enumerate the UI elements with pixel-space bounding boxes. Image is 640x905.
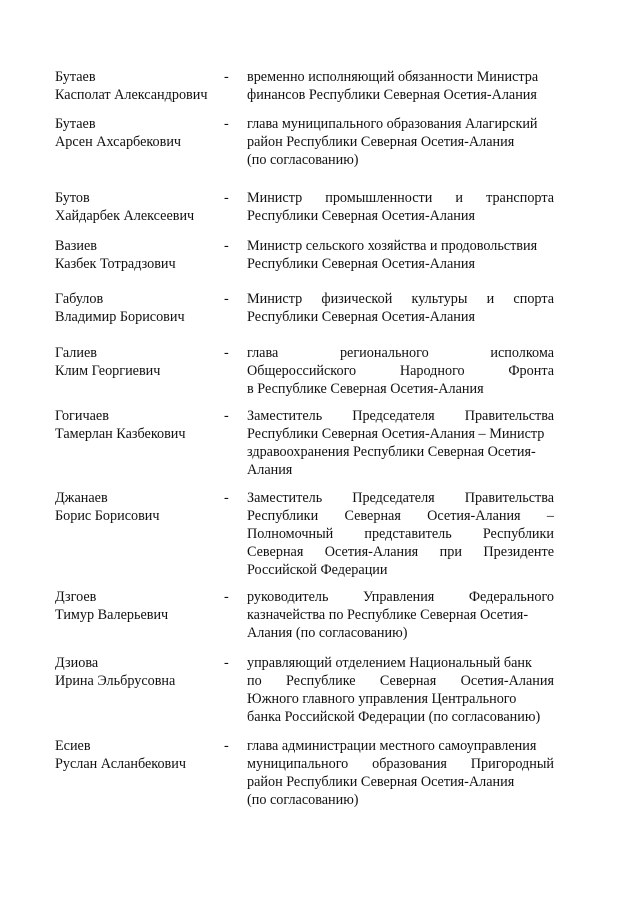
member-name <box>55 189 225 225</box>
member-name <box>55 654 225 690</box>
dash-separator: - <box>224 69 229 85</box>
member-given-name: Клим Георгиевич <box>55 363 161 379</box>
position-line: район Республики Северная Осетия-Алания <box>247 134 515 150</box>
member-surname: Бутаев <box>55 69 96 85</box>
member-surname: Гогичаев <box>55 408 109 424</box>
position-line: руководитель Управления Федерального <box>247 589 554 605</box>
member-given-name: Руслан Асланбекович <box>55 756 186 772</box>
member-position <box>247 588 554 642</box>
member-position <box>247 290 554 326</box>
member-position <box>247 237 554 273</box>
member-surname: Джанаев <box>55 490 108 506</box>
position-line: (по согласованию) <box>247 792 359 808</box>
position-line: Заместитель Председателя Правительства <box>247 490 554 506</box>
member-name <box>55 237 225 273</box>
member-given-name: Арсен Ахсарбекович <box>55 134 182 150</box>
member-surname: Дзиова <box>55 655 99 671</box>
dash-separator: - <box>224 238 229 254</box>
position-line: Полномочный представитель Республики <box>247 526 554 542</box>
member-given-name: Тимур Валерьевич <box>55 607 169 623</box>
position-line: здравоохранения Республики Северная Осетия- <box>247 444 536 460</box>
dash-separator: - <box>224 408 229 424</box>
member-position <box>247 737 554 809</box>
position-line: Министр промышленности и транспорта <box>247 190 554 206</box>
position-line: Российской Федерации <box>247 562 388 578</box>
position-line: Республики Северная Осетия-Алания – Министр <box>247 426 545 442</box>
member-surname: Габулов <box>55 291 104 307</box>
position-line: по Республике Северная Осетия-Алания <box>247 673 554 689</box>
position-line: Республики Северная Осетия-Алания <box>247 208 476 224</box>
position-line: в Республике Северная Осетия-Алания <box>247 381 484 397</box>
member-given-name: Борис Борисович <box>55 508 160 524</box>
member-position <box>247 489 554 579</box>
member-name <box>55 115 225 151</box>
position-line: Южного главного управления Центрального <box>247 691 517 707</box>
member-surname: Есиев <box>55 738 91 754</box>
member-surname: Бутаев <box>55 116 96 132</box>
member-surname: Бутов <box>55 190 90 206</box>
position-line: Алания (по согласованию) <box>247 625 408 641</box>
member-name <box>55 407 225 443</box>
dash-separator: - <box>224 345 229 361</box>
position-line: глава регионального исполкома <box>247 345 554 361</box>
member-position <box>247 344 554 398</box>
position-line: управляющий отделением Национальный банк <box>247 655 532 671</box>
dash-separator: - <box>224 589 229 605</box>
dash-separator: - <box>224 655 229 671</box>
position-line: Заместитель Председателя Правительства <box>247 408 554 424</box>
member-position <box>247 189 554 225</box>
member-given-name: Казбек Тотрадзович <box>55 256 176 272</box>
member-surname: Галиев <box>55 345 97 361</box>
member-given-name: Тамерлан Казбекович <box>55 426 186 442</box>
position-line: Республики Северная Осетия-Алания <box>247 256 476 272</box>
position-line: финансов Республики Северная Осетия-Алания <box>247 87 537 103</box>
position-line: временно исполняющий обязанности Министра <box>247 69 539 85</box>
position-line: район Республики Северная Осетия-Алания <box>247 774 515 790</box>
member-surname: Дзгоев <box>55 589 97 605</box>
member-position <box>247 115 554 169</box>
member-given-name: Касполат Александрович <box>55 87 208 103</box>
member-name <box>55 68 225 104</box>
dash-separator: - <box>224 738 229 754</box>
position-line: глава администрации местного самоуправления <box>247 738 537 754</box>
position-line: Общероссийского Народного Фронта <box>247 363 554 379</box>
member-name <box>55 344 225 380</box>
member-name <box>55 737 225 773</box>
member-position <box>247 654 554 726</box>
member-given-name: Владимир Борисович <box>55 309 185 325</box>
position-line: Алания <box>247 462 293 478</box>
member-name <box>55 489 225 525</box>
position-line: Республики Северная Осетия-Алания <box>247 309 476 325</box>
position-line: Министр физической культуры и спорта <box>247 291 554 307</box>
dash-separator: - <box>224 116 229 132</box>
dash-separator: - <box>224 291 229 307</box>
member-surname: Вазиев <box>55 238 97 254</box>
dash-separator: - <box>224 490 229 506</box>
position-line: Республики Северная Осетия-Алания – <box>247 508 554 524</box>
dash-separator: - <box>224 190 229 206</box>
member-given-name: Ирина Эльбрусовна <box>55 673 176 689</box>
member-position <box>247 407 554 479</box>
member-name <box>55 588 225 624</box>
position-line: Министр сельского хозяйства и продовольствия <box>247 238 538 254</box>
position-line: муниципального образования Пригородный <box>247 756 554 772</box>
member-position <box>247 68 554 104</box>
position-line: глава муниципального образования Алагирский <box>247 116 538 132</box>
position-line: (по согласованию) <box>247 152 359 168</box>
position-line: Северная Осетия-Алания при Президенте <box>247 544 554 560</box>
position-line: казначейства по Республике Северная Осетия- <box>247 607 529 623</box>
member-name <box>55 290 225 326</box>
member-given-name: Хайдарбек Алексеевич <box>55 208 195 224</box>
position-line: банка Российской Федерации (по согласованию) <box>247 709 541 725</box>
